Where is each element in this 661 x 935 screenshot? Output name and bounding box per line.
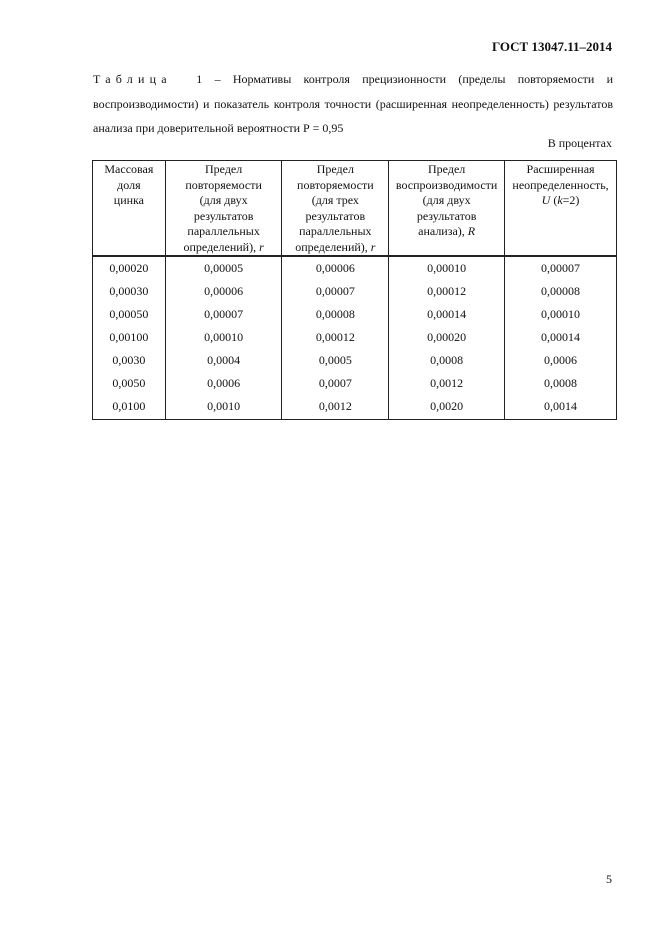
table-cell: 0,00010 bbox=[505, 303, 617, 326]
table-header-row bbox=[93, 161, 617, 257]
table-row bbox=[93, 349, 617, 372]
table-caption-number: 1 bbox=[196, 72, 203, 86]
table-cell: 0,00006 bbox=[282, 256, 389, 280]
table-cell: 0,00006 bbox=[165, 280, 282, 303]
table-cell: 0,0030 bbox=[93, 349, 166, 372]
table-cell: 0,00010 bbox=[165, 326, 282, 349]
table-cell: 0,0005 bbox=[282, 349, 389, 372]
table-cell: 0,0012 bbox=[389, 372, 505, 395]
table-cell: 0,0007 bbox=[282, 372, 389, 395]
table-cell: 0,00007 bbox=[505, 256, 617, 280]
table-cell: 0,00020 bbox=[389, 326, 505, 349]
table-cell: 0,00007 bbox=[282, 280, 389, 303]
table-cell: 0,0008 bbox=[505, 372, 617, 395]
table-cell: 0,00010 bbox=[389, 256, 505, 280]
table-cell: 0,00030 bbox=[93, 280, 166, 303]
table-cell: 0,00014 bbox=[505, 326, 617, 349]
table-caption-text: – Нормативы контроля прецизионности (пределы повторяемости и воспроизводимости) и показатель контроля точности (расширенная неопределенность) результатов анализа при доверительной вероятности Р = 0,95 bbox=[93, 72, 614, 135]
table-cell: 0,0010 bbox=[165, 395, 282, 420]
header-expanded-uncertainty: Расширенная неопределенность, U (k=2) bbox=[505, 161, 617, 257]
table-cell: 0,0012 bbox=[282, 395, 389, 420]
table-cell: 0,00014 bbox=[389, 303, 505, 326]
table-cell: 0,00007 bbox=[165, 303, 282, 326]
precision-table bbox=[92, 160, 617, 420]
table-row bbox=[93, 395, 617, 420]
table-cell: 0,00050 bbox=[93, 303, 166, 326]
table-row bbox=[93, 326, 617, 349]
header-reproducibility: Предел воспроизводимости (для двух результатов анализа), R bbox=[389, 161, 505, 257]
units-note: В процентах bbox=[547, 136, 612, 150]
header-repeatability-two: Предел повторяемости (для двух результатов параллельных определений), r bbox=[165, 161, 282, 257]
table-cell: 0,0006 bbox=[505, 349, 617, 372]
document-header: ГОСТ 13047.11–2014 bbox=[491, 39, 612, 54]
page-number: 5 bbox=[606, 872, 612, 886]
table-cell: 0,00100 bbox=[93, 326, 166, 349]
header-repeatability-three: Предел повторяемости (для трех результатов параллельных определений), r bbox=[282, 161, 389, 257]
table-cell: 0,0100 bbox=[93, 395, 166, 420]
table-cell: 0,00008 bbox=[505, 280, 617, 303]
table-row bbox=[93, 256, 617, 280]
table-row bbox=[93, 280, 617, 303]
table-cell: 0,0014 bbox=[505, 395, 617, 420]
table-caption bbox=[93, 67, 613, 141]
table-row bbox=[93, 372, 617, 395]
table-cell: 0,0020 bbox=[389, 395, 505, 420]
table-row bbox=[93, 303, 617, 326]
table-cell: 0,0004 bbox=[165, 349, 282, 372]
table-cell: 0,00008 bbox=[282, 303, 389, 326]
header-mass-fraction: Массовая доля цинка bbox=[93, 161, 166, 257]
table-cell: 0,00012 bbox=[282, 326, 389, 349]
table-cell: 0,00005 bbox=[165, 256, 282, 280]
table-cell: 0,00012 bbox=[389, 280, 505, 303]
table-cell: 0,0006 bbox=[165, 372, 282, 395]
table-cell: 0,0050 bbox=[93, 372, 166, 395]
table-cell: 0,00020 bbox=[93, 256, 166, 280]
table-cell: 0,0008 bbox=[389, 349, 505, 372]
table-caption-label: Таблица bbox=[93, 72, 172, 86]
